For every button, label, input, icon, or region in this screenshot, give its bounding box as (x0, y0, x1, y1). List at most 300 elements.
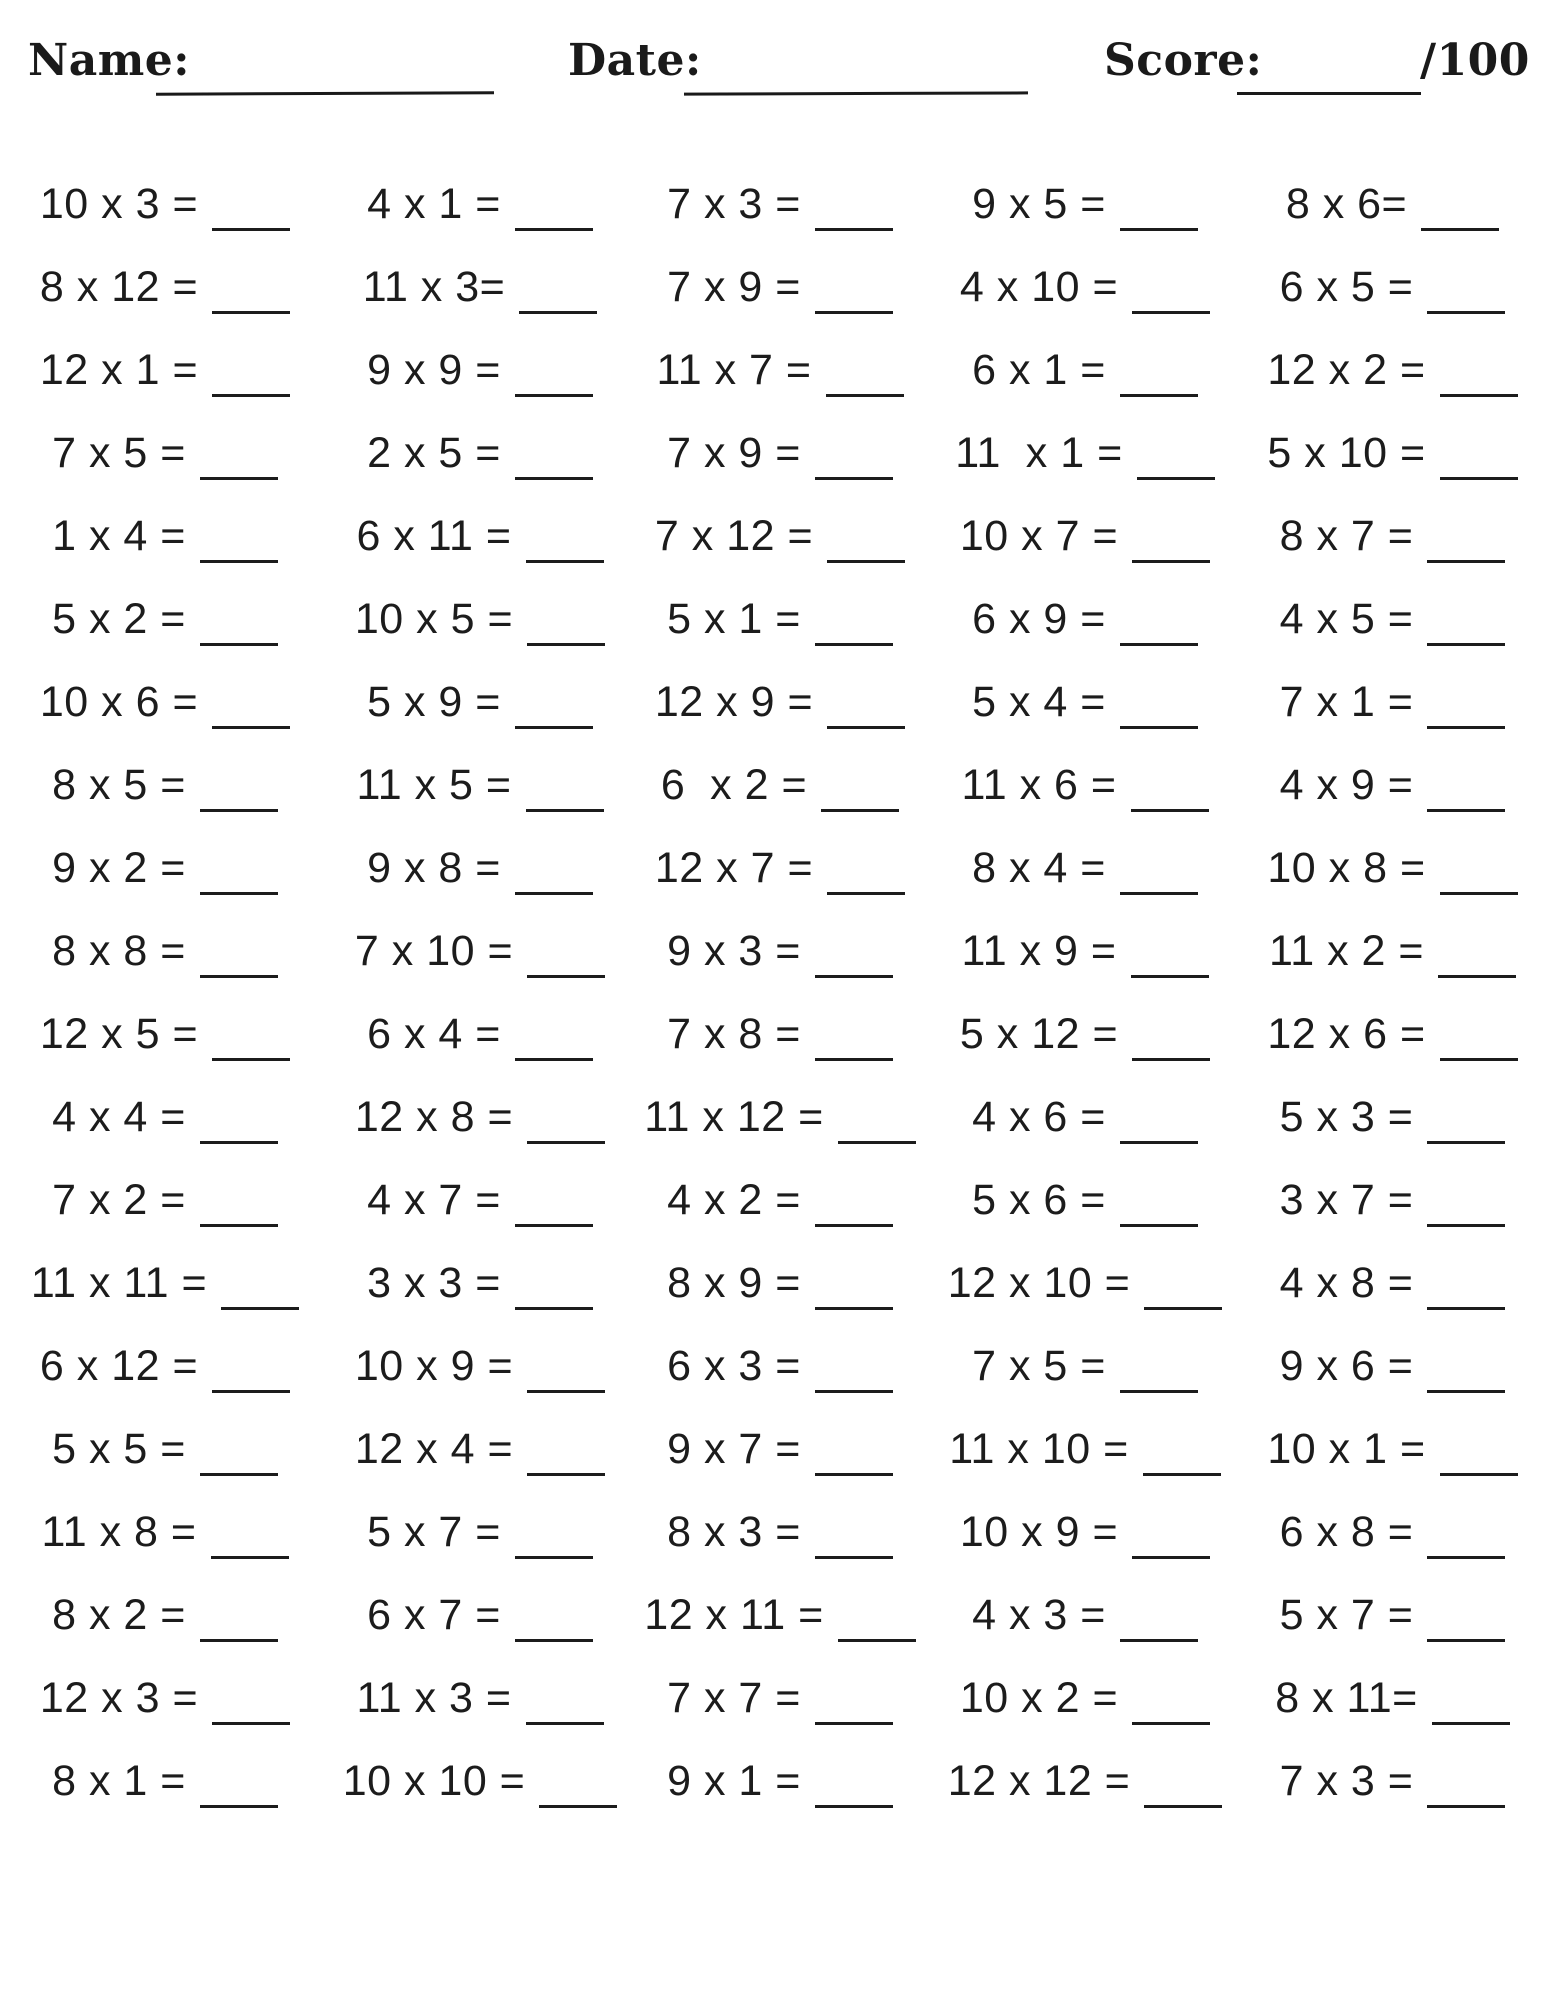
answer-blank[interactable] (1421, 228, 1499, 231)
answer-blank[interactable] (211, 1556, 289, 1559)
answer-blank[interactable] (815, 477, 893, 480)
problem-text: 12 x 9 = (654, 677, 814, 726)
answer-blank[interactable] (1440, 477, 1518, 480)
problem-cell (355, 928, 605, 975)
answer-blank[interactable] (200, 1639, 278, 1642)
problem-cell (972, 347, 1198, 394)
problem-text: 6 x 12 = (39, 1341, 199, 1390)
answer-blank[interactable] (827, 560, 905, 563)
problem-text: 7 x 1 = (1279, 677, 1414, 726)
answer-blank[interactable] (1132, 1058, 1210, 1061)
answer-blank[interactable] (1438, 975, 1516, 978)
problem-text: 10 x 2 = (959, 1673, 1119, 1722)
problem-cell (40, 1675, 290, 1722)
answer-blank[interactable] (1120, 1639, 1198, 1642)
problem-text: 5 x 7 = (367, 1507, 501, 1556)
answer-blank[interactable] (1427, 1141, 1505, 1144)
answer-blank[interactable] (1143, 1473, 1221, 1476)
problem-cell (667, 1343, 893, 1390)
problem-cell (367, 1592, 593, 1639)
answer-blank[interactable] (1132, 311, 1210, 314)
problem-text: 7 x 3 = (1279, 1756, 1414, 1805)
problem-text: 6 x 5 = (1279, 262, 1414, 311)
answer-blank[interactable] (221, 1307, 299, 1310)
problem-cell (948, 1260, 1223, 1307)
problem-text: 6 x 3 = (667, 1341, 801, 1390)
problem-text: 6 x 11 = (356, 511, 512, 560)
answer-blank[interactable] (815, 975, 893, 978)
problem-text: 8 x 1 = (52, 1756, 186, 1805)
problem-cell (972, 679, 1198, 726)
problem-cell (960, 264, 1210, 311)
problem-text: 12 x 4 = (354, 1424, 514, 1473)
problem-text: 1 x 4 = (52, 511, 186, 560)
problem-cell (655, 513, 905, 560)
problem-cell (667, 264, 893, 311)
answer-blank[interactable] (1440, 892, 1518, 895)
answer-blank[interactable] (1427, 643, 1505, 646)
problem-text: 8 x 2 = (52, 1590, 186, 1639)
answer-blank[interactable] (838, 1141, 916, 1144)
problem-cell (367, 1011, 593, 1058)
problem-text: 5 x 12 = (959, 1009, 1119, 1058)
problem-cell (960, 1509, 1210, 1556)
problem-cell (52, 1592, 278, 1639)
problem-text: 9 x 6 = (1279, 1341, 1414, 1390)
problem-text: 4 x 10 = (959, 262, 1119, 311)
answer-blank[interactable] (815, 1473, 893, 1476)
problem-cell (667, 1260, 893, 1307)
answer-blank[interactable] (1427, 1224, 1505, 1227)
answer-blank[interactable] (815, 1805, 893, 1808)
problem-cell (355, 1426, 605, 1473)
answer-blank[interactable] (1132, 1722, 1210, 1725)
problem-text: 11 x 3= (362, 262, 506, 311)
answer-blank[interactable] (515, 1639, 593, 1642)
answer-blank[interactable] (815, 311, 893, 314)
problem-cell (1280, 1177, 1506, 1224)
problem-text: 10 x 6 = (39, 677, 199, 726)
answer-blank[interactable] (515, 1058, 593, 1061)
problem-cell (667, 1426, 893, 1473)
problem-text: 10 x 7 = (959, 511, 1119, 560)
problem-cell (31, 1260, 299, 1307)
problem-cell (655, 679, 905, 726)
answer-blank[interactable] (815, 1224, 893, 1227)
problem-cell (1280, 762, 1506, 809)
problem-text: 10 x 1 = (1267, 1424, 1426, 1473)
problem-text: 7 x 5 = (52, 428, 186, 477)
problem-text: 5 x 3 = (1279, 1092, 1414, 1141)
answer-blank[interactable] (212, 1722, 290, 1725)
answer-blank[interactable] (212, 228, 290, 231)
answer-blank[interactable] (527, 643, 605, 646)
problem-text: 10 x 10 = (342, 1756, 526, 1805)
problem-text: 7 x 7 = (667, 1673, 801, 1722)
problem-text: 9 x 9 = (367, 345, 501, 394)
problem-text: 11 x 10 = (949, 1424, 1129, 1473)
answer-blank[interactable] (1440, 394, 1518, 397)
answer-blank[interactable] (515, 228, 593, 231)
problem-cell (667, 1177, 893, 1224)
answer-blank[interactable] (815, 1556, 893, 1559)
answer-blank[interactable] (1427, 311, 1505, 314)
problem-cell (52, 1758, 278, 1805)
problem-cell (667, 181, 893, 228)
problem-text: 8 x 3 = (667, 1507, 801, 1556)
problem-cell (1280, 1592, 1506, 1639)
answer-blank[interactable] (815, 643, 893, 646)
name-write-line[interactable] (156, 91, 494, 95)
date-label: Date: (568, 35, 702, 86)
problem-cell (972, 1177, 1198, 1224)
problem-cell (960, 1675, 1210, 1722)
problem-cell (40, 181, 290, 228)
answer-blank[interactable] (526, 809, 604, 812)
problem-cell (40, 1343, 290, 1390)
problem-text: 7 x 5 = (972, 1341, 1106, 1390)
problem-cell (1267, 1426, 1517, 1473)
problem-text: 11 x 1 = (955, 428, 1123, 477)
answer-blank[interactable] (1120, 228, 1198, 231)
problem-cell (656, 347, 903, 394)
answer-blank[interactable] (838, 1639, 916, 1642)
problem-text: 9 x 2 = (52, 843, 186, 892)
problem-cell (52, 1426, 278, 1473)
answer-blank[interactable] (1120, 726, 1198, 729)
problem-text: 5 x 9 = (367, 677, 501, 726)
problem-text: 11 x 3 = (356, 1673, 512, 1722)
problem-cell (644, 1592, 915, 1639)
score-write-line[interactable] (1237, 92, 1421, 95)
problem-cell (955, 430, 1214, 477)
answer-blank[interactable] (1132, 1556, 1210, 1559)
problem-text: 9 x 7 = (667, 1424, 801, 1473)
problem-cell (948, 1758, 1223, 1805)
problem-text: 6 x 8 = (1279, 1507, 1414, 1556)
answer-blank[interactable] (515, 1556, 593, 1559)
problem-cell (972, 181, 1198, 228)
problem-text: 12 x 1 = (39, 345, 199, 394)
problem-cell (356, 762, 603, 809)
problem-cell (972, 1343, 1198, 1390)
answer-blank[interactable] (1120, 643, 1198, 646)
problem-cell (961, 928, 1208, 975)
problem-cell (1267, 430, 1517, 477)
answer-blank[interactable] (1131, 809, 1209, 812)
worksheet-header (0, 0, 1545, 140)
problem-cell (667, 430, 893, 477)
problem-text: 7 x 12 = (654, 511, 814, 560)
answer-blank[interactable] (1427, 1307, 1505, 1310)
problem-cell (367, 181, 593, 228)
problems-grid (0, 163, 1545, 1823)
problem-text: 9 x 8 = (367, 843, 501, 892)
answer-blank[interactable] (1144, 1805, 1222, 1808)
problem-cell (367, 1177, 593, 1224)
answer-blank[interactable] (212, 311, 290, 314)
answer-blank[interactable] (1427, 560, 1505, 563)
problem-text: 4 x 8 = (1279, 1258, 1414, 1307)
problem-cell (40, 347, 290, 394)
problem-text: 7 x 2 = (52, 1175, 186, 1224)
problem-cell (343, 1758, 618, 1805)
answer-blank[interactable] (200, 1141, 278, 1144)
problem-cell (1267, 845, 1517, 892)
answer-blank[interactable] (1440, 1058, 1518, 1061)
problem-text: 8 x 8 = (52, 926, 186, 975)
problem-cell (356, 513, 603, 560)
problem-cell (52, 1177, 278, 1224)
problem-text: 8 x 11= (1275, 1673, 1418, 1722)
problem-cell (40, 264, 290, 311)
problem-text: 12 x 11 = (644, 1590, 824, 1639)
problem-cell (960, 513, 1210, 560)
problem-cell (52, 928, 278, 975)
answer-blank[interactable] (815, 1307, 893, 1310)
problem-cell (52, 1094, 278, 1141)
answer-blank[interactable] (515, 477, 593, 480)
problem-cell (363, 264, 598, 311)
answer-blank[interactable] (539, 1805, 617, 1808)
problem-text: 5 x 6 = (972, 1175, 1106, 1224)
problem-text: 12 x 12 = (947, 1756, 1131, 1805)
problem-text: 11 x 6 = (961, 760, 1117, 809)
answer-blank[interactable] (1131, 975, 1209, 978)
answer-blank[interactable] (1427, 1556, 1505, 1559)
problem-text: 11 x 12 = (644, 1092, 824, 1141)
problem-text: 12 x 8 = (354, 1092, 514, 1141)
problem-cell (356, 1675, 603, 1722)
answer-blank[interactable] (815, 1058, 893, 1061)
score-total: /100 (1420, 35, 1530, 86)
problem-text: 4 x 5 = (1279, 594, 1414, 643)
problem-text: 10 x 8 = (1267, 843, 1426, 892)
problem-cell (1275, 1675, 1510, 1722)
answer-blank[interactable] (515, 1224, 593, 1227)
problem-text: 10 x 9 = (959, 1507, 1119, 1556)
problem-text: 7 x 9 = (667, 428, 801, 477)
problem-text: 5 x 7 = (1279, 1590, 1414, 1639)
answer-blank[interactable] (515, 726, 593, 729)
problem-cell (367, 845, 593, 892)
answer-blank[interactable] (1144, 1307, 1222, 1310)
problem-text: 11 x 2 = (1268, 926, 1424, 975)
problem-text: 3 x 3 = (367, 1258, 501, 1307)
answer-blank[interactable] (515, 394, 593, 397)
problem-cell (52, 513, 278, 560)
problem-cell (367, 1260, 593, 1307)
problem-cell (644, 1094, 915, 1141)
problem-cell (1280, 679, 1506, 726)
problem-text: 7 x 3 = (667, 179, 801, 228)
problem-cell (667, 1011, 893, 1058)
answer-blank[interactable] (212, 1390, 290, 1393)
problem-cell (1269, 928, 1516, 975)
problem-text: 4 x 4 = (52, 1092, 186, 1141)
answer-blank[interactable] (212, 394, 290, 397)
answer-blank[interactable] (527, 1390, 605, 1393)
answer-blank[interactable] (1427, 1805, 1505, 1808)
problem-text: 7 x 8 = (667, 1009, 801, 1058)
problem-cell (1280, 1260, 1506, 1307)
problem-cell (972, 845, 1198, 892)
answer-blank[interactable] (827, 892, 905, 895)
answer-blank[interactable] (200, 975, 278, 978)
problem-cell (1280, 264, 1506, 311)
problem-text: 8 x 4 = (972, 843, 1106, 892)
answer-blank[interactable] (1120, 1224, 1198, 1227)
problem-cell (1267, 347, 1517, 394)
problem-text: 4 x 3 = (972, 1590, 1106, 1639)
answer-blank[interactable] (815, 1722, 893, 1725)
answer-blank[interactable] (200, 643, 278, 646)
answer-blank[interactable] (1120, 394, 1198, 397)
problem-cell (40, 679, 290, 726)
problem-text: 10 x 3 = (39, 179, 199, 228)
answer-blank[interactable] (200, 1473, 278, 1476)
problem-cell (40, 1011, 290, 1058)
problem-text: 9 x 5 = (972, 179, 1106, 228)
answer-blank[interactable] (815, 228, 893, 231)
problem-text: 12 x 6 = (1267, 1009, 1426, 1058)
problem-text: 10 x 9 = (354, 1341, 514, 1390)
answer-blank[interactable] (527, 1473, 605, 1476)
problem-text: 5 x 2 = (52, 594, 186, 643)
answer-blank[interactable] (212, 1058, 290, 1061)
problem-text: 6 x 2 = (660, 760, 808, 809)
answer-blank[interactable] (200, 1224, 278, 1227)
problem-text: 10 x 5 = (354, 594, 514, 643)
problem-text: 11 x 5 = (356, 760, 512, 809)
answer-blank[interactable] (527, 975, 605, 978)
problem-cell (52, 596, 278, 643)
answer-blank[interactable] (515, 892, 593, 895)
problem-cell (960, 1011, 1210, 1058)
date-write-line[interactable] (684, 91, 1028, 95)
problem-text: 5 x 5 = (52, 1424, 186, 1473)
problem-text: 11 x 9 = (961, 926, 1117, 975)
problem-text: 6 x 1 = (972, 345, 1106, 394)
answer-blank[interactable] (1120, 892, 1198, 895)
answer-blank[interactable] (1120, 1390, 1198, 1393)
answer-blank[interactable] (1427, 809, 1505, 812)
problem-cell (41, 1509, 288, 1556)
problem-cell (1280, 513, 1506, 560)
problem-cell (52, 430, 278, 477)
problem-cell (52, 845, 278, 892)
problem-cell (667, 928, 893, 975)
problem-cell (1280, 1094, 1506, 1141)
problem-cell (1280, 1758, 1506, 1805)
problem-text: 12 x 5 = (39, 1009, 199, 1058)
answer-blank[interactable] (519, 311, 597, 314)
problem-text: 11 x 11 = (30, 1258, 208, 1307)
problem-text: 11 x 8 = (41, 1507, 197, 1556)
answer-blank[interactable] (1137, 477, 1215, 480)
problem-text: 5 x 10 = (1267, 428, 1426, 477)
problem-text: 4 x 6 = (972, 1092, 1106, 1141)
problem-text: 12 x 7 = (654, 843, 814, 892)
problem-text: 3 x 7 = (1279, 1175, 1414, 1224)
problem-text: 11 x 7 = (656, 345, 812, 394)
answer-blank[interactable] (1132, 560, 1210, 563)
problem-cell (667, 1509, 893, 1556)
problem-text: 9 x 1 = (667, 1756, 801, 1805)
answer-blank[interactable] (515, 1307, 593, 1310)
problem-text: 12 x 2 = (1267, 345, 1426, 394)
answer-blank[interactable] (527, 1141, 605, 1144)
answer-blank[interactable] (1427, 1639, 1505, 1642)
problem-cell (667, 1758, 893, 1805)
answer-blank[interactable] (526, 560, 604, 563)
problem-cell (972, 596, 1198, 643)
answer-blank[interactable] (1427, 726, 1505, 729)
problem-text: 4 x 9 = (1279, 760, 1414, 809)
problem-cell (355, 1343, 605, 1390)
problem-text: 2 x 5 = (367, 428, 501, 477)
answer-blank[interactable] (200, 809, 278, 812)
answer-blank[interactable] (200, 1805, 278, 1808)
problem-text: 8 x 9 = (667, 1258, 801, 1307)
problem-text: 8 x 7 = (1279, 511, 1414, 560)
problem-cell (367, 430, 593, 477)
problem-cell (949, 1426, 1220, 1473)
answer-blank[interactable] (526, 1722, 604, 1725)
problem-cell (661, 762, 899, 809)
problem-cell (367, 679, 593, 726)
problem-text: 7 x 9 = (667, 262, 801, 311)
answer-blank[interactable] (1440, 1473, 1518, 1476)
problem-cell (1280, 1343, 1506, 1390)
problem-cell (367, 1509, 593, 1556)
problem-cell (1280, 596, 1506, 643)
problem-cell (1286, 181, 1499, 228)
name-label: Name: (28, 35, 191, 86)
problem-text: 4 x 2 = (667, 1175, 801, 1224)
problem-text: 6 x 9 = (972, 594, 1106, 643)
answer-blank[interactable] (200, 892, 278, 895)
problem-cell (667, 1675, 893, 1722)
problem-cell (355, 1094, 605, 1141)
answer-blank[interactable] (821, 809, 899, 812)
answer-blank[interactable] (200, 560, 278, 563)
problem-text: 8 x 5 = (52, 760, 186, 809)
problem-text: 12 x 3 = (39, 1673, 199, 1722)
problem-text: 8 x 6= (1285, 179, 1408, 228)
problem-text: 12 x 10 = (947, 1258, 1131, 1307)
answer-blank[interactable] (212, 726, 290, 729)
problem-text: 4 x 1 = (367, 179, 501, 228)
answer-blank[interactable] (1427, 1390, 1505, 1393)
answer-blank[interactable] (1120, 1141, 1198, 1144)
problem-text: 7 x 10 = (354, 926, 514, 975)
answer-blank[interactable] (826, 394, 904, 397)
problem-text: 6 x 7 = (367, 1590, 501, 1639)
problem-text: 9 x 3 = (667, 926, 801, 975)
answer-blank[interactable] (200, 477, 278, 480)
problem-cell (355, 596, 605, 643)
problem-text: 5 x 4 = (972, 677, 1106, 726)
answer-blank[interactable] (1432, 1722, 1510, 1725)
problem-text: 4 x 7 = (367, 1175, 501, 1224)
problem-cell (52, 762, 278, 809)
answer-blank[interactable] (827, 726, 905, 729)
problem-cell (667, 596, 893, 643)
answer-blank[interactable] (815, 1390, 893, 1393)
problem-cell (1267, 1011, 1517, 1058)
problem-text: 5 x 1 = (667, 594, 801, 643)
